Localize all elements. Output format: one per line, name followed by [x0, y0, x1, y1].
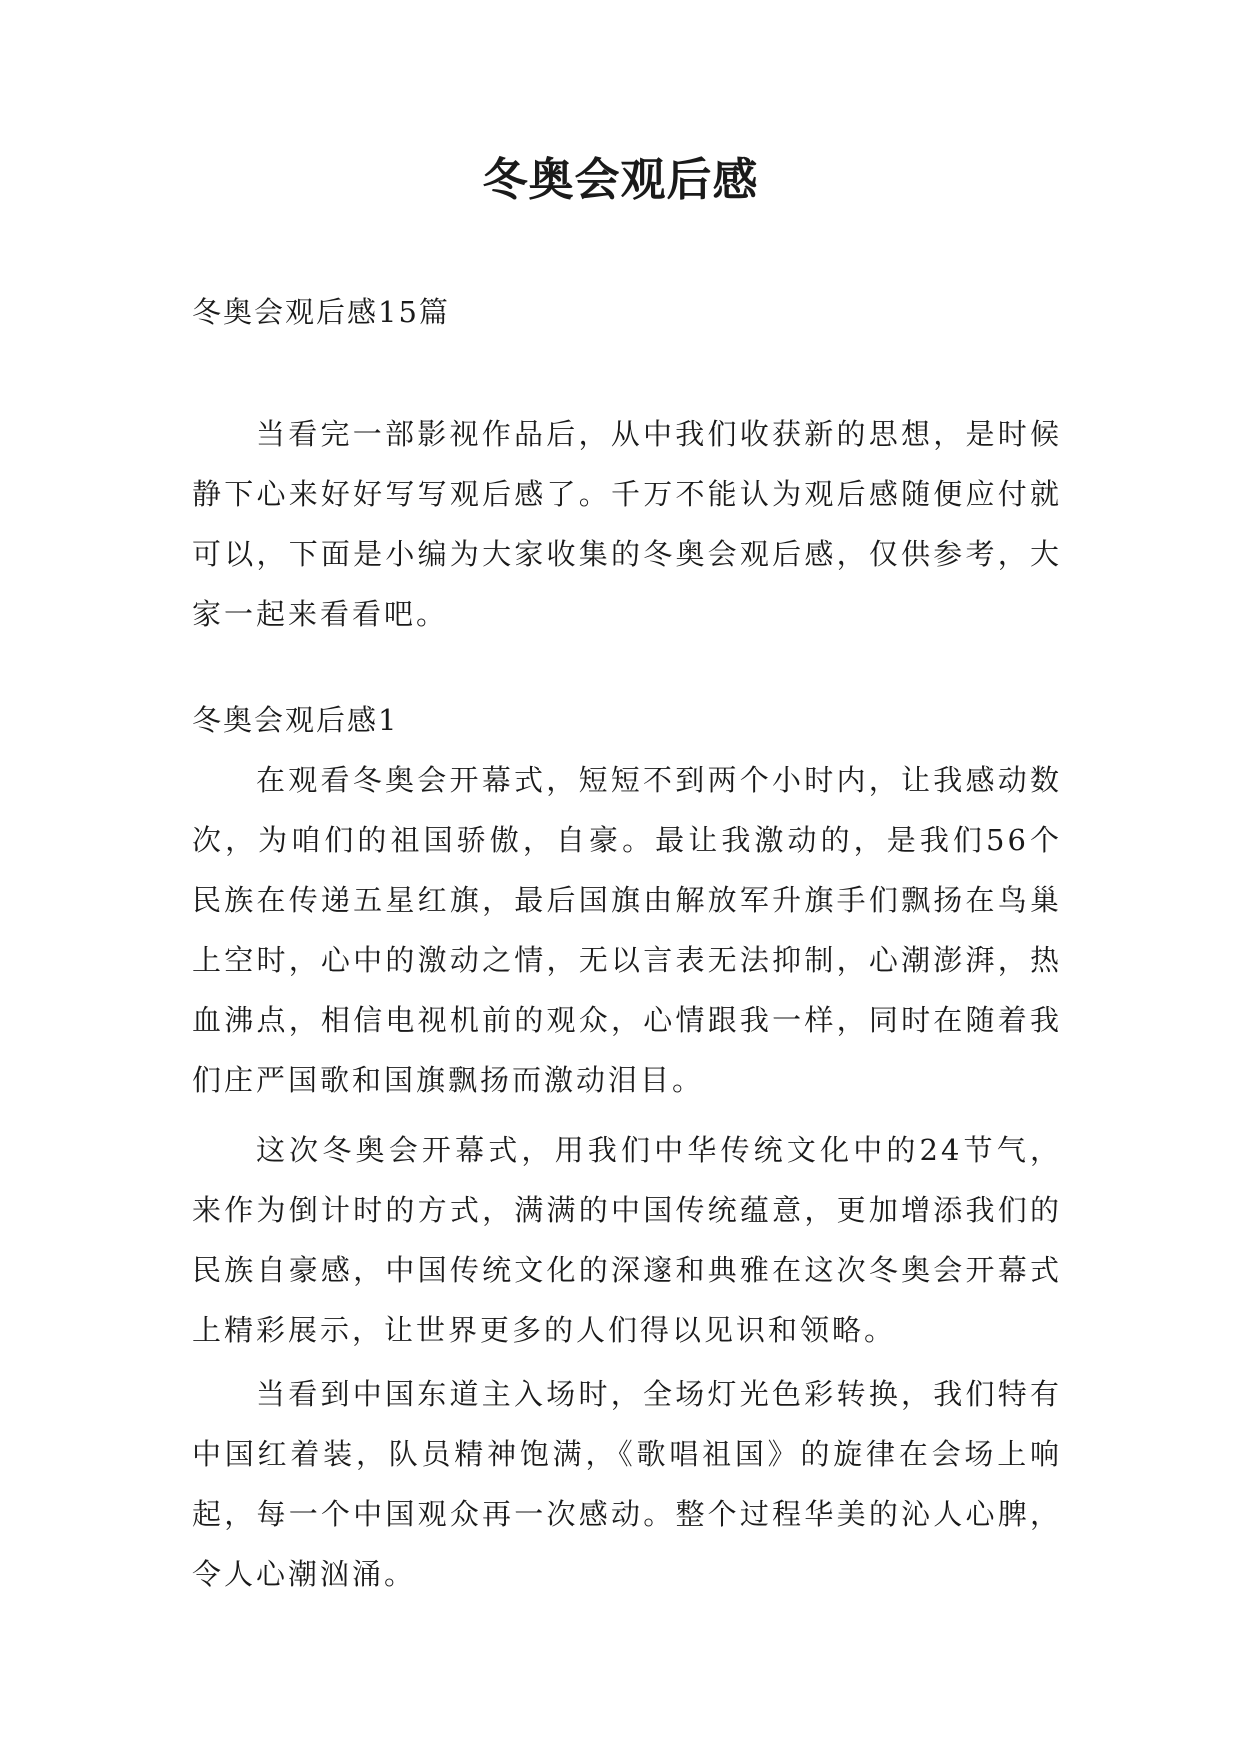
intro-paragraph: 当看完一部影视作品后，从中我们收获新的思想，是时候静下心来好好写写观后感了。千万不能认为观后感随便应付就可以，下面是小编为大家收集的冬奥会观后感，仅供参考，大家一起来看看吧。 [192, 417, 1062, 631]
body-paragraph-1: 在观看冬奥会开幕式，短短不到两个小时内，让我感动数次，为咱们的祖国骄傲，自豪。最让我激动的，是我们56个民族在传递五星红旗，最后国旗由解放军升旗手们飘扬在鸟巢上空时，心中的激动之情，无以言表无法抑制，心潮澎湃，热血沸点，相信电视机前的观众，心情跟我一样，同时在随着我们庄严国歌和国旗飘扬而激动泪目。 [192, 763, 1062, 1097]
document-title: 冬奥会观后感 [482, 153, 759, 206]
body-paragraph-2: 这次冬奥会开幕式，用我们中华传统文化中的24节气，来作为倒计时的方式，满满的中国传统蕴意，更加增添我们的民族自豪感，中国传统文化的深邃和典雅在这次冬奥会开幕式上精彩展示，让世界更多的人们得以见识和领略。 [192, 1133, 1062, 1347]
body-paragraph-3: 当看到中国东道主入场时，全场灯光色彩转换，我们特有中国红着装，队员精神饱满，《歌唱祖国》的旋律在会场上响起，每一个中国观众再一次感动。整个过程华美的沁人心脾，令人心潮汹涌。 [192, 1377, 1062, 1591]
section-heading: 冬奥会观后感1 [192, 703, 399, 737]
document-subtitle: 冬奥会观后感15篇 [192, 295, 450, 329]
